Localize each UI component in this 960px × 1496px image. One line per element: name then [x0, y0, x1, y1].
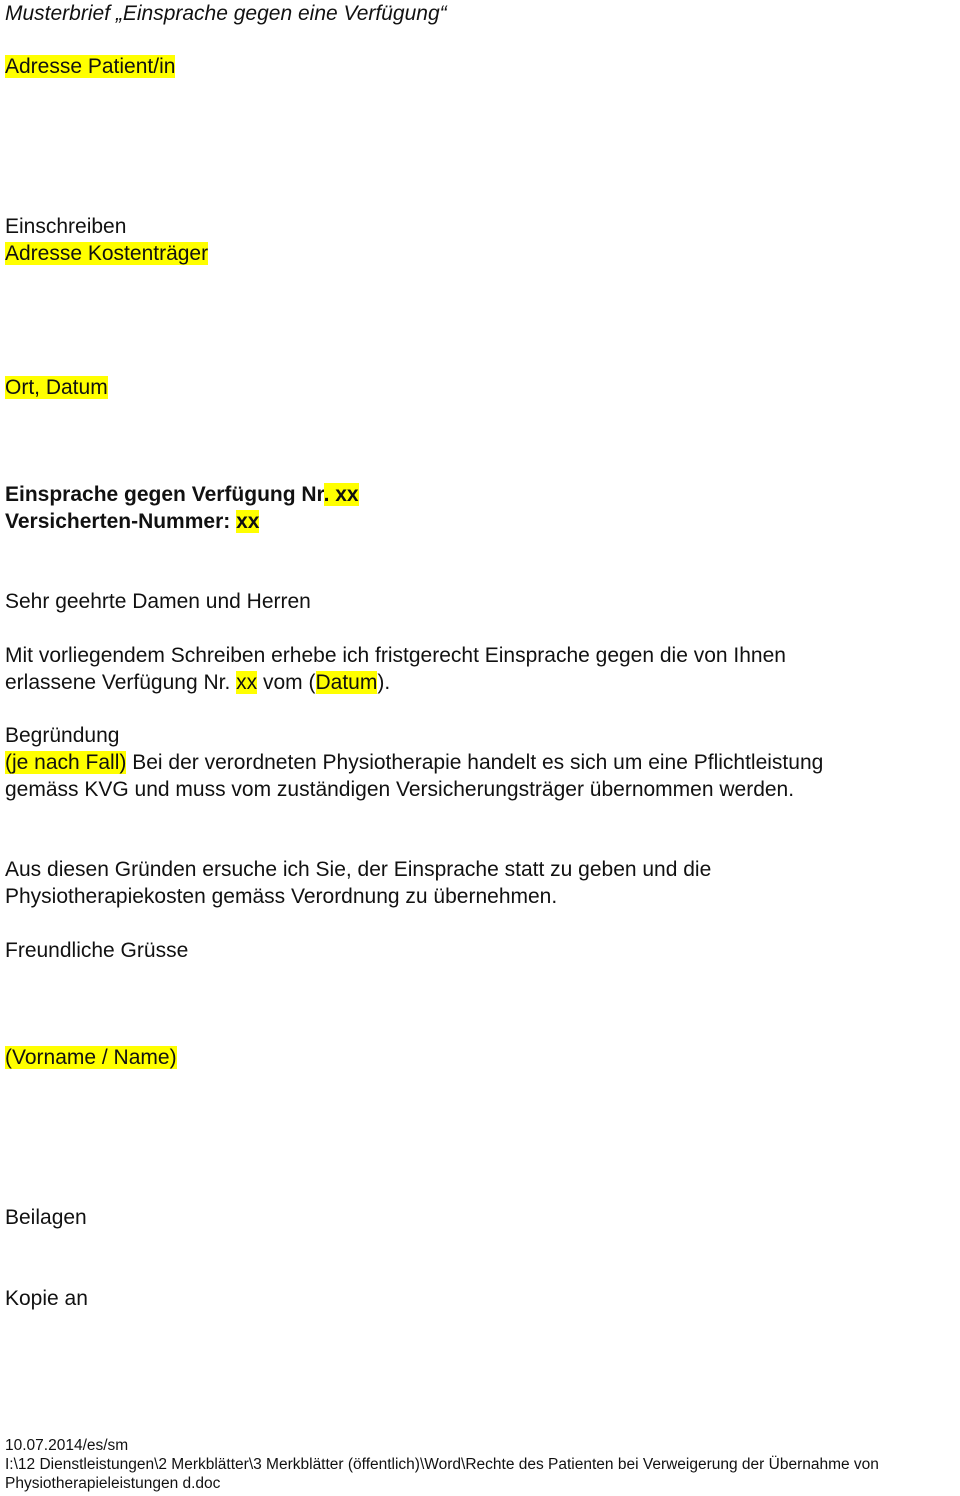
decision-date-placeholder: Datum: [315, 671, 378, 694]
recipient-address-placeholder: Adresse Kostenträger: [5, 242, 209, 265]
enclosures: Beilagen: [5, 1206, 87, 1229]
body-paragraph-2-line-2: Physiotherapiekosten gemäss Verordnung zu übernehmen.: [5, 885, 558, 908]
closing: Freundliche Grüsse: [5, 939, 189, 962]
decision-text: erlassene Verfügung Nr.: [5, 671, 237, 694]
insurance-number-label: Versicherten-Nummer:: [5, 510, 237, 533]
place-date-placeholder: Ort, Datum: [5, 376, 108, 399]
justification-text: Bei der verordneten Physiotherapie handelt es sich um eine Pflichtleistung: [126, 751, 824, 774]
justification-heading: Begründung: [5, 724, 120, 747]
copy-to: Kopie an: [5, 1287, 88, 1310]
decision-date-text: vom (: [257, 671, 316, 694]
signature-line: [5, 1044, 177, 1071]
body-paragraph-1-line-2: [5, 669, 390, 696]
insurance-number-line: [5, 508, 259, 535]
insurance-number-placeholder: xx: [236, 510, 260, 533]
justification-line-1: [5, 749, 823, 776]
sender-address-placeholder: Adresse Patient/in: [5, 55, 176, 78]
salutation: Sehr geehrte Damen und Herren: [5, 590, 311, 613]
case-placeholder: (je nach Fall): [5, 751, 127, 774]
body-paragraph-1-line-1: Mit vorliegendem Schreiben erhebe ich fristgerecht Einsprache gegen die von Ihnen: [5, 644, 786, 667]
body-paragraph-2-line-1: Aus diesen Gründen ersuche ich Sie, der Einsprache statt zu geben und die: [5, 858, 712, 881]
decision-number-placeholder: xx: [236, 671, 258, 694]
signature-placeholder: (Vorname / Name): [5, 1046, 177, 1069]
letter-title: Musterbrief „Einsprache gegen eine Verfügung“: [5, 2, 447, 25]
recipient-address: [5, 240, 208, 267]
decision-end-text: ).: [377, 671, 391, 694]
footer-path-line-1: I:\12 Dienstleistungen\2 Merkblätter\3 Merkblätter (öffentlich)\Word\Rechte des Patienten bei Verweigerung der Übernahme von: [5, 1456, 879, 1473]
footer-path-line-2: Physiotherapieleistungen d.doc: [5, 1475, 221, 1492]
footer-date-ref: 10.07.2014/es/sm: [5, 1437, 129, 1454]
subject-line-text: Einsprache gegen Verfügung Nr: [5, 483, 324, 506]
subject-line: [5, 481, 359, 508]
delivery-method: Einschreiben: [5, 215, 127, 238]
place-date: [5, 374, 108, 401]
sender-address: [5, 53, 175, 80]
justification-line-2: gemäss KVG und muss vom zuständigen Versicherungsträger übernommen werden.: [5, 778, 795, 801]
subject-number-placeholder: . xx: [323, 483, 359, 506]
